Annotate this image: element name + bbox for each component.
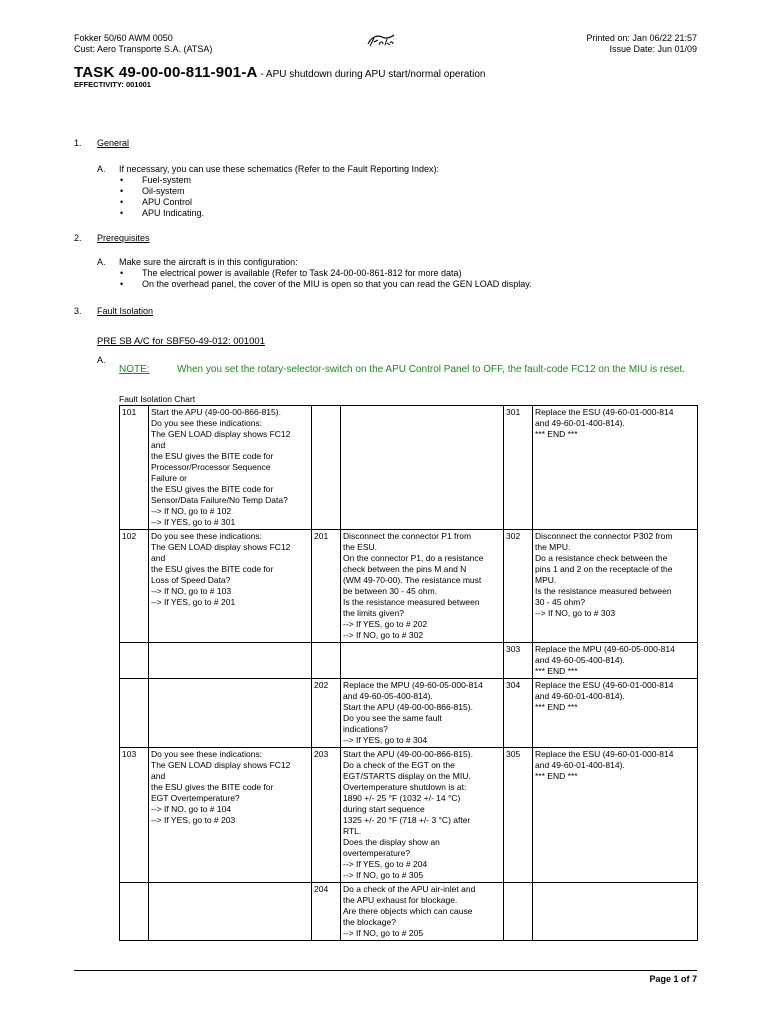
table-row [120, 530, 698, 643]
step-text: Do you see these indications: The GEN LOAD display shows FC12 and the ESU gives the BITE code for Loss of Speed Data? --> If NO, go to # 103 --> If YES, go to # 201 [149, 530, 312, 643]
step-number: 202 [312, 679, 341, 748]
step-text [149, 883, 312, 941]
step-number [312, 406, 341, 530]
note-label: NOTE: [119, 364, 150, 375]
page-number: Page 1 of 7 [649, 974, 697, 984]
section-3-number: 3. [74, 306, 82, 316]
note-text: When you set the rotary-selector-switch on the APU Control Panel to OFF, the fault-code FC12 on the MIU is reset. [177, 364, 686, 375]
issue-date: Issue Date: Jun 01/09 [609, 44, 697, 54]
task-title [74, 64, 485, 81]
section-1-a-text: If necessary, you can use these schematics (Refer to the Fault Reporting Index): [119, 164, 439, 174]
step-number: 102 [120, 530, 149, 643]
step-number: 101 [120, 406, 149, 530]
list-item: • APU Indicating. [119, 208, 204, 219]
step-text [533, 883, 698, 941]
step-number: 204 [312, 883, 341, 941]
step-number: 304 [504, 679, 533, 748]
effectivity: EFFECTIVITY: 001001 [74, 80, 151, 89]
section-2-number: 2. [74, 233, 82, 243]
list-item: • APU Control [119, 197, 204, 208]
step-number [504, 883, 533, 941]
printed-on: Printed on: Jan 06/22 21:57 [586, 33, 697, 43]
step-text: Replace the ESU (49-60-01-000-814 and 49-60-01-400-814). *** END *** [533, 748, 698, 883]
section-1-a-label: A. [97, 164, 106, 174]
table-row [120, 406, 698, 530]
step-number: 103 [120, 748, 149, 883]
step-text: Disconnect the connector P1 from the ESU. On the connector P1, do a resistance check between the pins M and N (WM 49-70-00). The resistance must be between 30 - 45 ohm. Is the resistance measured between the limits given? --> If YES, go to # 202 --> If NO, go to # 302 [341, 530, 504, 643]
table-row [120, 883, 698, 941]
step-number [312, 643, 341, 679]
step-number: 201 [312, 530, 341, 643]
list-item: • Fuel-system [119, 175, 204, 186]
step-number: 303 [504, 643, 533, 679]
step-text: Do a check of the APU air-inlet and the APU exhaust for blockage. Are there objects which can cause the blockage? --> If NO, go to # 205 [341, 883, 504, 941]
step-text: Disconnect the connector P302 from the MPU. Do a resistance check between the pins 1 and 2 on the receptacle of the MPU. Is the resistance measured between 30 - 45 ohm? --> If NO, go to # 303 [533, 530, 698, 643]
list-item: • The electrical power is available (Refer to Task 24-00-00-861-812 for more data) [119, 268, 532, 279]
step-number: 305 [504, 748, 533, 883]
section-2-title: Prerequisites [97, 233, 150, 243]
table-row [120, 643, 698, 679]
step-text: Start the APU (49-00-00-866-815). Do you see these indications: The GEN LOAD display shows FC12 and the ESU gives the BITE code for Processor/Processor Sequence Failure or the ESU gives the BITE code for Sensor/Data Failure/No Temp Data? --> If NO, go to # 102 --> If YES, go to # 301 [149, 406, 312, 530]
task-id: TASK 49-00-00-811-901-A [74, 64, 258, 81]
section-3-a-label: A. [97, 355, 106, 365]
section-2-bullets [119, 268, 532, 290]
step-text: Replace the ESU (49-60-01-000-814 and 49-60-01-400-814). *** END *** [533, 679, 698, 748]
step-number: 203 [312, 748, 341, 883]
step-text: Do you see these indications: The GEN LOAD display shows FC12 and the ESU gives the BITE code for EGT Overtemperature? --> If NO, go to # 104 --> If YES, go to # 203 [149, 748, 312, 883]
section-1-title: General [97, 138, 130, 148]
footer-divider [74, 970, 697, 971]
step-text: Replace the MPU (49-60-05-000-814 and 49-60-05-400-814). *** END *** [533, 643, 698, 679]
doc-identifier: Fokker 50/60 AWM 0050 [74, 33, 173, 43]
section-2-a-label: A. [97, 257, 106, 267]
step-number [120, 679, 149, 748]
fokker-logo [366, 32, 396, 50]
step-text: Replace the MPU (49-60-05-000-814 and 49-60-05-400-814). Start the APU (49-00-00-866-815). Do you see the same fault indications? --> If YES, go to # 304 [341, 679, 504, 748]
section-2-a-text: Make sure the aircraft is in this configuration: [119, 257, 298, 267]
step-text [149, 679, 312, 748]
fault-isolation-table [119, 405, 698, 941]
fault-isolation-chart-title: Fault Isolation Chart [119, 394, 196, 404]
step-number [120, 643, 149, 679]
section-1-bullets [119, 175, 204, 219]
table-row [120, 748, 698, 883]
task-subtitle: - APU shutdown during APU start/normal operation [257, 69, 486, 80]
step-number [120, 883, 149, 941]
section-3-title: Fault Isolation [97, 306, 154, 316]
step-text [341, 406, 504, 530]
step-text: Replace the ESU (49-60-01-000-814 and 49-60-01-400-814). *** END *** [533, 406, 698, 530]
section-1-number: 1. [74, 138, 82, 148]
table-row [120, 679, 698, 748]
list-item: • On the overhead panel, the cover of the MIU is open so that you can read the GEN LOAD display. [119, 279, 532, 290]
step-text: Start the APU (49-00-00-866-815). Do a check of the EGT on the EGT/STARTS display on the MIU. Overtemperature shutdown is at: 1890 +/- 25 °F (1032 +/- 14 °C) during start sequence 1325 +/- 20 °F (718 +/- 3 °C) after RTL. Does the display show an overtemperature? --> If YES, go to # 204 --> If NO, go to # 305 [341, 748, 504, 883]
step-number: 302 [504, 530, 533, 643]
pre-sb-line: PRE SB A/C for SBF50-49-012: 001001 [97, 336, 265, 347]
step-text [341, 643, 504, 679]
customer-line: Cust: Aero Transporte S.A. (ATSA) [74, 44, 213, 54]
step-number: 301 [504, 406, 533, 530]
step-text [149, 643, 312, 679]
list-item: • Oil-system [119, 186, 204, 197]
